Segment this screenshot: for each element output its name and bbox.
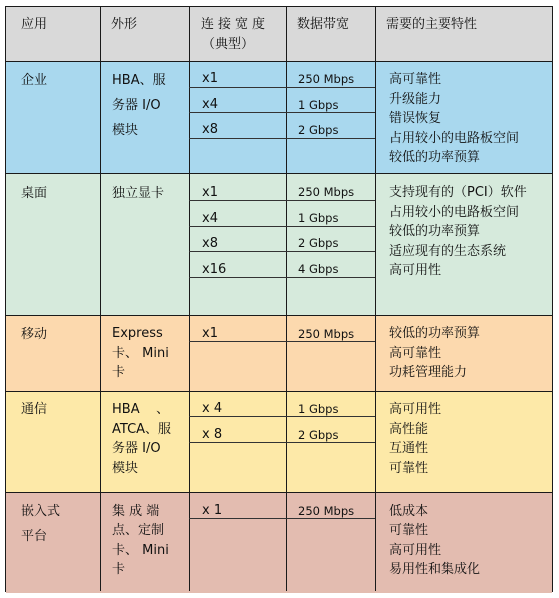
header-bandwidth: 数据带宽	[297, 17, 350, 32]
form-factor-line: 模块	[112, 461, 139, 476]
form-factor-line: HBA 、	[112, 402, 170, 417]
form-factor-line: 卡、 Mini	[112, 543, 169, 558]
grid-line	[375, 7, 376, 591]
form-factor-line: 务器 I/O	[112, 441, 161, 456]
feature-item: 高性能	[389, 422, 429, 437]
grid-line	[6, 61, 552, 62]
grid-line	[6, 391, 552, 392]
link-width-cell: x16	[202, 262, 227, 277]
form-factor-line: 点、定制	[112, 523, 165, 538]
application-cell: 嵌入式	[21, 504, 61, 519]
header-link-width: 连接宽度	[201, 17, 270, 32]
form-factor-line: 卡、 Mini	[112, 346, 169, 361]
bandwidth-cell: 250 Mbps	[298, 327, 355, 341]
form-factor-line: ATCA、服	[112, 422, 172, 437]
feature-item: 升级能力	[389, 92, 442, 107]
form-factor-line: 务器 I/O	[112, 98, 161, 113]
link-width-cell: x4	[202, 211, 218, 226]
feature-item: 高可用性	[389, 402, 442, 417]
feature-item: 适应现有的生态系统	[389, 244, 507, 259]
link-width-cell: x 4	[202, 401, 223, 416]
header-link-width-typical: （典型）	[202, 37, 255, 52]
bandwidth-cell: 1 Gbps	[298, 211, 339, 225]
feature-item: 支持现有的（PCI）软件	[389, 185, 527, 200]
grid-line	[286, 7, 287, 591]
feature-item: 功耗管理能力	[389, 365, 468, 380]
feature-item: 高可用性	[389, 543, 442, 558]
feature-item: 高可靠性	[389, 72, 442, 87]
grid-line	[6, 492, 552, 493]
form-factor-line: Express	[112, 326, 163, 341]
link-width-cell: x8	[202, 122, 218, 137]
form-factor-line: HBA、服	[112, 73, 166, 88]
link-width-cell: x1	[202, 185, 218, 200]
feature-item: 占用较小的电路板空间	[389, 205, 520, 220]
form-factor-line: 独立显卡	[112, 186, 165, 201]
feature-item: 易用性和集成化	[389, 562, 481, 577]
grid-line	[189, 7, 190, 591]
feature-item: 互通性	[389, 441, 429, 456]
feature-item: 较低的功率预算	[389, 150, 481, 165]
header-key-features: 需要的主要特性	[386, 17, 478, 32]
form-factor-line: 集 成 端	[112, 504, 160, 519]
bandwidth-cell: 1 Gbps	[298, 402, 339, 416]
bandwidth-cell: 2 Gbps	[298, 428, 339, 442]
grid-line	[6, 315, 552, 316]
application-cell: 桌面	[21, 186, 48, 201]
bandwidth-cell: 1 Gbps	[298, 98, 339, 112]
application-cell: 移动	[21, 327, 48, 342]
application-cell: 企业	[21, 73, 48, 88]
bandwidth-cell: 4 Gbps	[298, 262, 339, 276]
application-cell: 平台	[21, 529, 48, 544]
bandwidth-cell: 250 Mbps	[298, 72, 355, 86]
feature-item: 较低的功率预算	[389, 326, 481, 341]
feature-item: 低成本	[389, 504, 429, 519]
header-form-factor: 外形	[111, 17, 138, 32]
feature-item: 占用较小的电路板空间	[389, 131, 520, 146]
bandwidth-cell: 250 Mbps	[298, 504, 355, 518]
link-width-cell: x8	[202, 236, 218, 251]
bandwidth-cell: 250 Mbps	[298, 185, 355, 199]
feature-item: 高可用性	[389, 263, 442, 278]
grid-line	[100, 7, 101, 591]
header-application: 应用	[21, 17, 48, 32]
pcie-application-table	[5, 6, 553, 592]
link-width-cell: x 1	[202, 503, 223, 518]
form-factor-line: 模块	[112, 123, 139, 138]
link-width-cell: x 8	[202, 427, 223, 442]
link-width-cell: x1	[202, 326, 218, 341]
application-cell: 通信	[21, 402, 48, 417]
feature-item: 高可靠性	[389, 346, 442, 361]
form-factor-line: 卡	[112, 365, 126, 380]
bandwidth-cell: 2 Gbps	[298, 236, 339, 250]
form-factor-line: 卡	[112, 562, 126, 577]
link-width-cell: x1	[202, 71, 218, 86]
feature-item: 可靠性	[389, 523, 429, 538]
feature-item: 较低的功率预算	[389, 224, 481, 239]
feature-item: 错误恢复	[389, 111, 442, 126]
bandwidth-cell: 2 Gbps	[298, 123, 339, 137]
link-width-cell: x4	[202, 97, 218, 112]
feature-item: 可靠性	[389, 461, 429, 476]
grid-line	[6, 173, 552, 174]
